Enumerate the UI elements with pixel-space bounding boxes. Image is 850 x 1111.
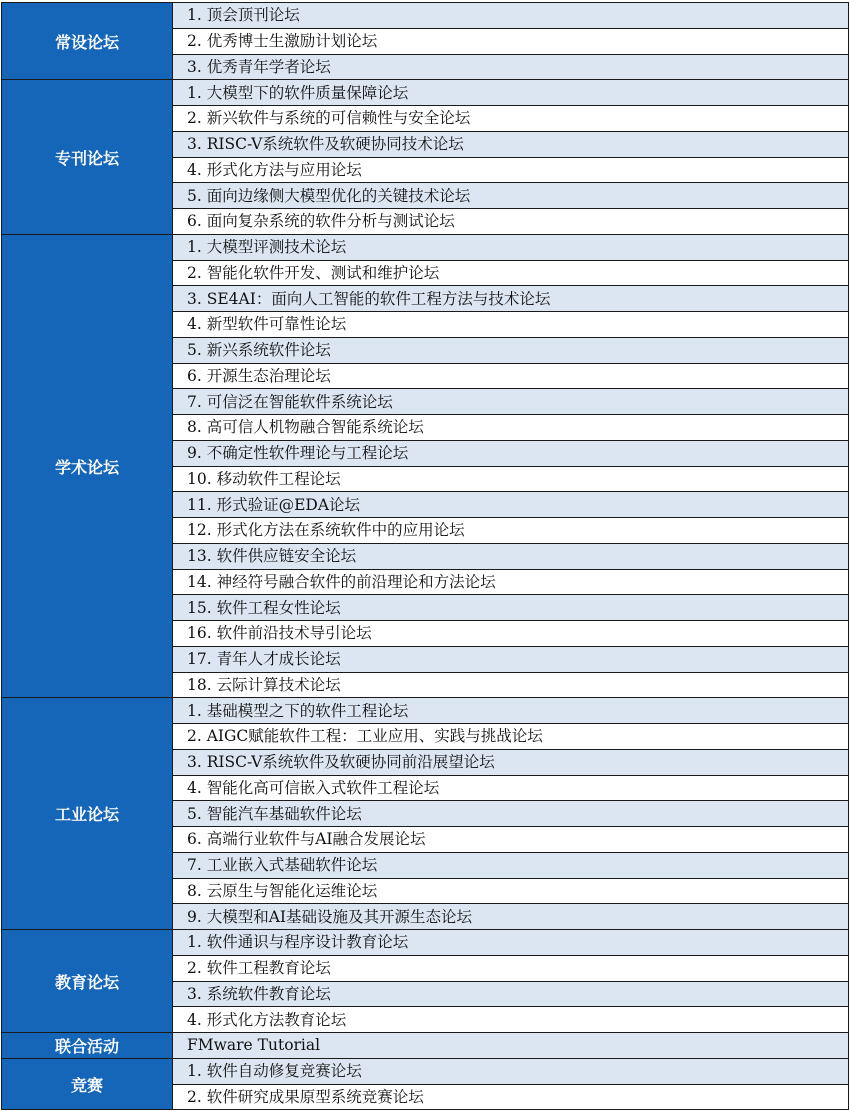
- category-label: 工业论坛: [2, 698, 173, 930]
- forum-item: 15. 软件工程女性论坛: [173, 595, 849, 621]
- forum-item: 1. 大模型评测技术论坛: [173, 234, 849, 260]
- forum-item: 9. 不确定性软件理论与工程论坛: [173, 440, 849, 466]
- category-label: 常设论坛: [2, 3, 173, 80]
- forum-item: 10. 移动软件工程论坛: [173, 466, 849, 492]
- forum-item: 3. RISC-V系统软件及软硬协同前沿展望论坛: [173, 749, 849, 775]
- category-label: 学术论坛: [2, 234, 173, 698]
- forum-item: 2. 软件工程教育论坛: [173, 955, 849, 981]
- forum-item: 11. 形式验证@EDA论坛: [173, 492, 849, 518]
- forum-item: 7. 工业嵌入式基础软件论坛: [173, 852, 849, 878]
- table-row: [2, 698, 849, 724]
- forum-item: 4. 形式化方法教育论坛: [173, 1007, 849, 1033]
- forum-item: 3. 优秀青年学者论坛: [173, 54, 849, 80]
- table-row: [2, 80, 849, 106]
- category-label: 教育论坛: [2, 930, 173, 1033]
- table-row: [2, 1058, 849, 1084]
- category-label: 专刊论坛: [2, 80, 173, 235]
- forum-schedule-table: [1, 2, 849, 1110]
- forum-item: 8. 高可信人机物融合智能系统论坛: [173, 415, 849, 441]
- forum-item: 1. 软件通识与程序设计教育论坛: [173, 930, 849, 956]
- forum-item: 2. 软件研究成果原型系统竞赛论坛: [173, 1084, 849, 1110]
- forum-item: 1. 基础模型之下的软件工程论坛: [173, 698, 849, 724]
- forum-item: 4. 形式化方法与应用论坛: [173, 157, 849, 183]
- category-label: 竞赛: [2, 1058, 173, 1110]
- forum-table-body: [2, 3, 849, 1110]
- forum-item: 5. 面向边缘侧大模型优化的关键技术论坛: [173, 183, 849, 209]
- forum-item: 1. 大模型下的软件质量保障论坛: [173, 80, 849, 106]
- forum-item: 13. 软件供应链安全论坛: [173, 543, 849, 569]
- forum-item: 6. 面向复杂系统的软件分析与测试论坛: [173, 209, 849, 235]
- forum-item: 14. 神经符号融合软件的前沿理论和方法论坛: [173, 569, 849, 595]
- forum-item: 6. 开源生态治理论坛: [173, 363, 849, 389]
- forum-item: 1. 软件自动修复竞赛论坛: [173, 1058, 849, 1084]
- forum-item: 1. 顶会顶刊论坛: [173, 3, 849, 29]
- forum-item: 2. 优秀博士生激励计划论坛: [173, 28, 849, 54]
- forum-item: 3. SE4AI：面向人工智能的软件工程方法与技术论坛: [173, 286, 849, 312]
- table-row: [2, 234, 849, 260]
- forum-item: 3. RISC-V系统软件及软硬协同技术论坛: [173, 131, 849, 157]
- table-row: [2, 3, 849, 29]
- forum-item: 2. 智能化软件开发、测试和维护论坛: [173, 260, 849, 286]
- forum-item: 2. 新兴软件与系统的可信赖性与安全论坛: [173, 106, 849, 132]
- forum-item: 8. 云原生与智能化运维论坛: [173, 878, 849, 904]
- forum-item: FMware Tutorial: [173, 1033, 849, 1059]
- forum-item: 4. 智能化高可信嵌入式软件工程论坛: [173, 775, 849, 801]
- forum-item: 9. 大模型和AI基础设施及其开源生态论坛: [173, 904, 849, 930]
- forum-item: 4. 新型软件可靠性论坛: [173, 312, 849, 338]
- table-row: [2, 1033, 849, 1059]
- table-row: [2, 930, 849, 956]
- forum-item: 12. 形式化方法在系统软件中的应用论坛: [173, 518, 849, 544]
- forum-item: 7. 可信泛在智能软件系统论坛: [173, 389, 849, 415]
- forum-item: 16. 软件前沿技术导引论坛: [173, 621, 849, 647]
- category-label: 联合活动: [2, 1033, 173, 1059]
- forum-item: 5. 新兴系统软件论坛: [173, 337, 849, 363]
- forum-item: 6. 高端行业软件与AI融合发展论坛: [173, 827, 849, 853]
- forum-item: 3. 系统软件教育论坛: [173, 981, 849, 1007]
- forum-item: 2. AIGC赋能软件工程：工业应用、实践与挑战论坛: [173, 724, 849, 750]
- forum-item: 18. 云际计算技术论坛: [173, 672, 849, 698]
- forum-item: 17. 青年人才成长论坛: [173, 646, 849, 672]
- forum-item: 5. 智能汽车基础软件论坛: [173, 801, 849, 827]
